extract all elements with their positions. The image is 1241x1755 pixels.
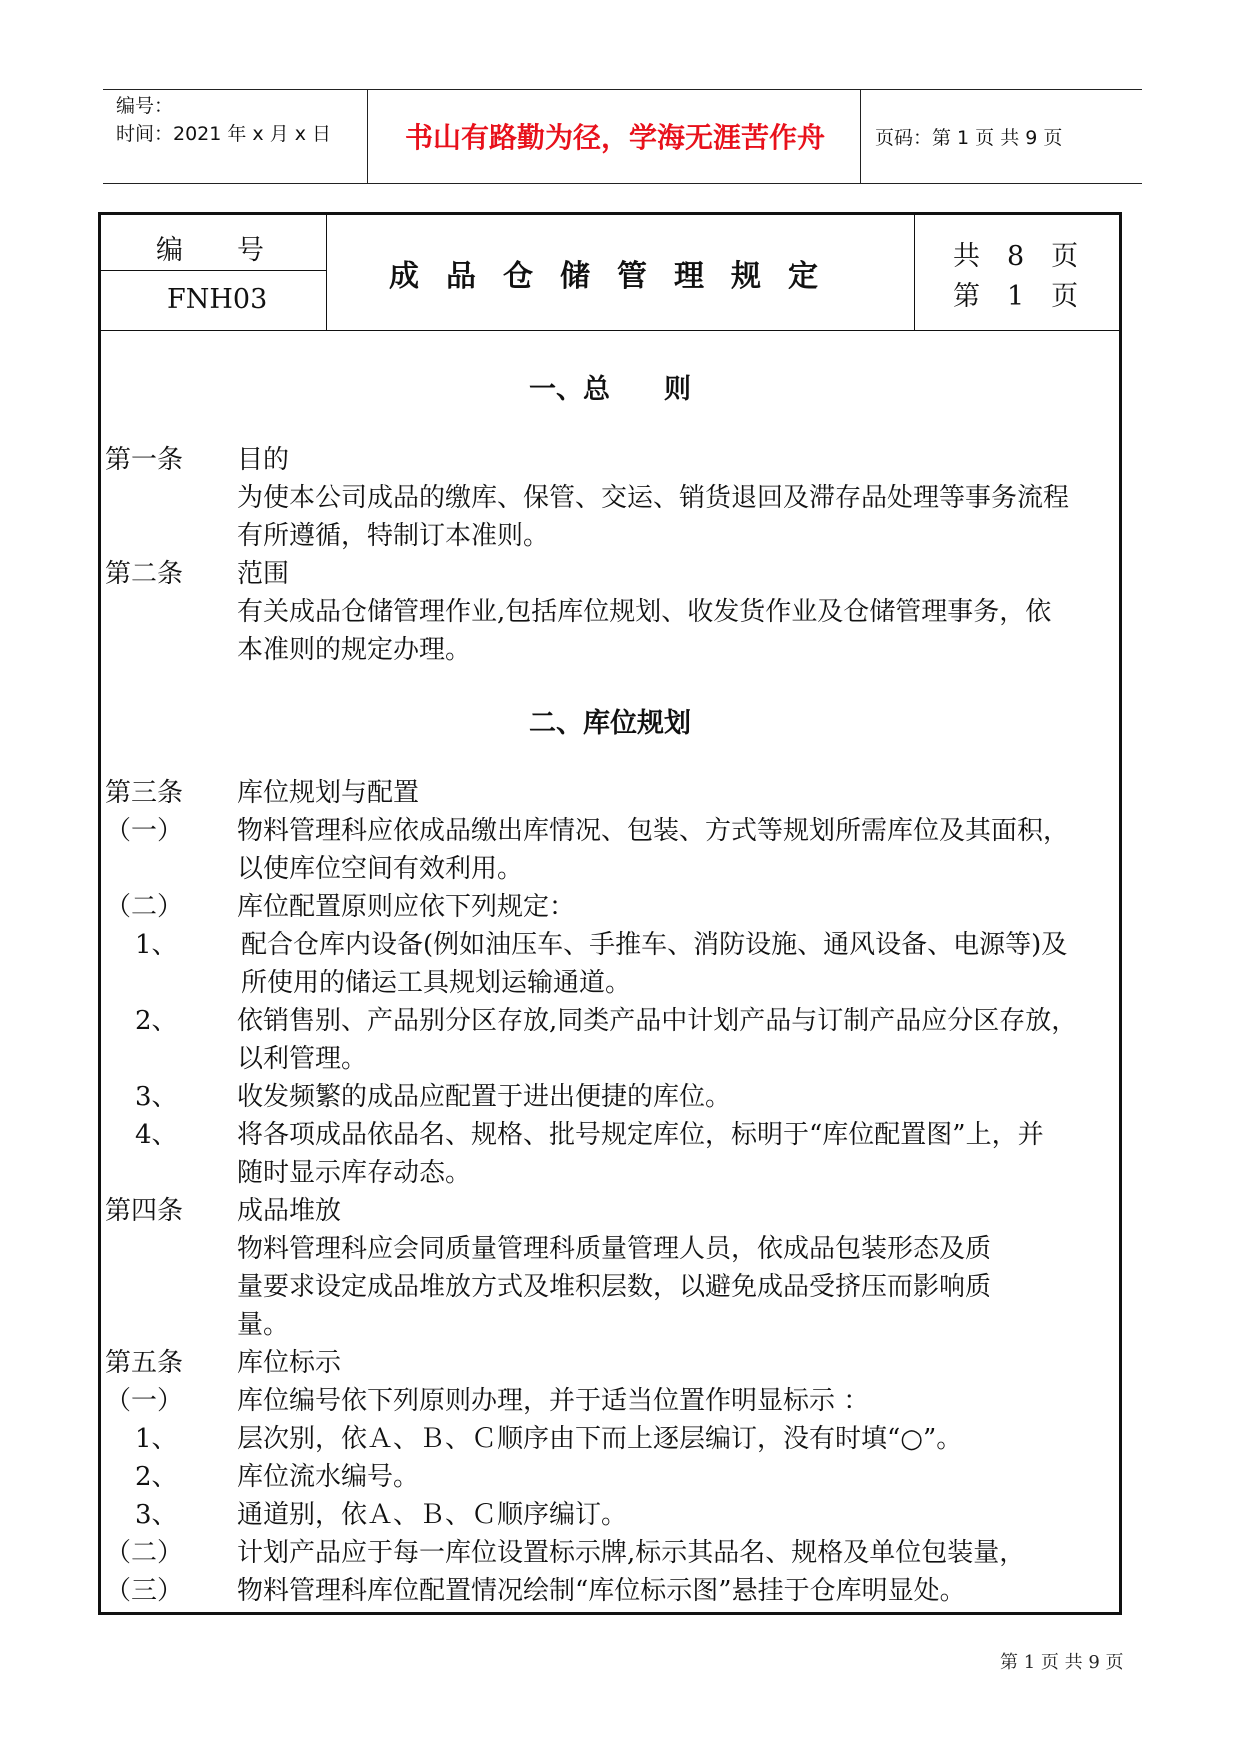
subitem-label: 2、	[135, 1462, 178, 1492]
item-text: 物料管理科库位配置情况绘制“库位标示图”悬挂于仓库明显处。	[237, 1576, 966, 1606]
section-heading-general: 一、总 则	[529, 374, 691, 405]
subitem-text: 将各项成品依品名、规格、批号规定库位，标明于“库位配置图”上，并	[237, 1120, 1044, 1150]
header-divider-right	[860, 89, 861, 183]
subitem-text: 随时显示库存动态。	[237, 1158, 472, 1188]
subitem-text: 所使用的储运工具规划运输通道。	[241, 968, 632, 998]
doc-number-label: 编 号	[156, 235, 264, 266]
item-label: （二）	[105, 892, 184, 922]
clause-label: 第五条	[105, 1348, 184, 1378]
header-number-label: 编号：	[116, 95, 174, 117]
clause-text: 量。	[237, 1310, 290, 1340]
clause-text: 范围	[237, 559, 290, 589]
item-label: （二）	[105, 1538, 184, 1568]
header-bottom-rule	[103, 183, 1142, 184]
subitem-label: 1、	[135, 930, 178, 960]
clause-text: 有所遵循，特制订本准则。	[237, 521, 550, 551]
header-divider-left	[367, 89, 368, 183]
document-frame	[98, 212, 1122, 1615]
clause-text: 成品堆放	[237, 1196, 342, 1226]
header-time-label: 时间：2021 年 x 月 x 日	[116, 123, 332, 145]
subitem-label: 4、	[135, 1120, 178, 1150]
clause-text: 目的	[237, 445, 290, 475]
clause-text: 库位规划与配置	[237, 778, 420, 808]
doc-total-pages: 共 8 页	[953, 241, 1079, 272]
clause-text: 库位标示	[237, 1348, 342, 1378]
page-footer: 第 1 页 共 9 页	[1000, 1652, 1124, 1673]
item-text: 库位配置原则应依下列规定：	[237, 892, 576, 922]
subitem-text: 库位流水编号。	[237, 1462, 420, 1492]
subitem-text: 配合仓库内设备(例如油压车、手推车、消防设施、通风设备、电源等)及	[241, 930, 1068, 960]
clause-label: 第四条	[105, 1196, 184, 1226]
subitem-text: 依销售别、产品别分区存放,同类产品中计划产品与订制产品应分区存放，	[237, 1006, 1078, 1036]
clause-text: 量要求设定成品堆放方式及堆积层数，以避免成品受挤压而影响质	[237, 1272, 992, 1302]
subitem-text: 收发频繁的成品应配置于进出便捷的库位。	[237, 1082, 732, 1112]
item-label: （一）	[105, 816, 184, 846]
number-cell-divider	[101, 270, 326, 271]
clause-text: 本准则的规定办理。	[237, 635, 472, 665]
item-label: （一）	[105, 1386, 184, 1416]
item-label: （三）	[105, 1576, 184, 1606]
doc-title: 成品仓储管理规定	[389, 259, 845, 294]
subitem-label: 3、	[135, 1500, 178, 1530]
clause-text: 物料管理科应会同质量管理科质量管理人员，依成品包装形态及质	[237, 1234, 992, 1264]
header-cell-divider-right	[914, 215, 915, 330]
clause-label: 第一条	[105, 445, 184, 475]
item-text: 库位编号依下列原则办理，并于适当位置作明显标示 ：	[237, 1386, 870, 1416]
clause-label: 第二条	[105, 559, 184, 589]
subitem-label: 2、	[135, 1006, 178, 1036]
clause-text: 为使本公司成品的缴库、保管、交运、销货退回及滞存品处理等事务流程	[237, 483, 1070, 513]
header-cell-divider-left	[326, 215, 327, 330]
subitem-text: 以利管理。	[237, 1044, 368, 1074]
header-table-bottom-rule	[101, 330, 1119, 331]
header-top-rule	[103, 89, 1142, 90]
header-page-info: 页码：第 1 页 共 9 页	[875, 127, 1063, 149]
subitem-text: 通道别，依Ａ、Ｂ、Ｃ顺序编订。	[237, 1500, 628, 1530]
header-motto: 书山有路勤为径，学海无涯苦作舟	[404, 121, 825, 154]
item-text: 物料管理科应依成品缴出库情况、包装、方式等规划所需库位及其面积，	[237, 816, 1070, 846]
subitem-label: 1、	[135, 1424, 178, 1454]
subitem-label: 3、	[135, 1082, 178, 1112]
doc-number-value: FNH03	[167, 284, 268, 315]
clause-label: 第三条	[105, 778, 184, 808]
subitem-text: 层次别，依Ａ、Ｂ、Ｃ顺序由下而上逐层编订，没有时填“○”。	[237, 1424, 963, 1454]
item-text: 以使库位空间有效利用。	[237, 854, 524, 884]
doc-current-page: 第 1 页	[953, 281, 1079, 312]
item-text: 计划产品应于每一库位设置标示牌,标示其品名、规格及单位包装量，	[237, 1538, 1026, 1568]
section-heading-location-planning: 二、库位规划	[529, 708, 691, 739]
clause-text: 有关成品仓储管理作业,包括库位规划、收发货作业及仓储管理事务，依	[237, 597, 1052, 627]
